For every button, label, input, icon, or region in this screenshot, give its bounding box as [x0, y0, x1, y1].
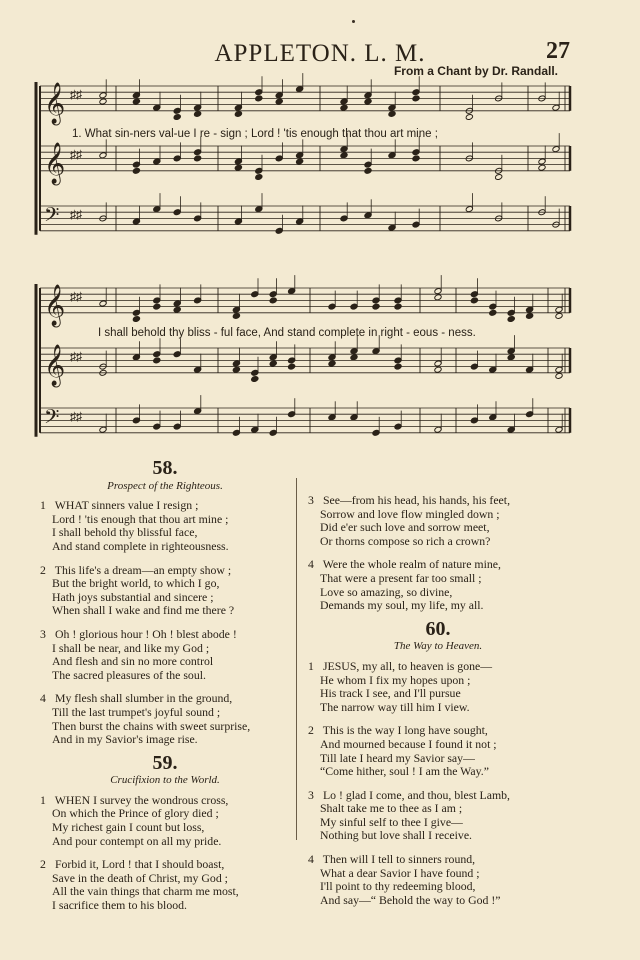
music-score [0, 0, 640, 470]
verse-line: And stand complete in righteousness. [52, 538, 229, 553]
verse-number: 3 [40, 626, 46, 641]
note-head [555, 372, 563, 379]
page-number: 27 [546, 38, 570, 64]
hymn-58-text [40, 499, 290, 747]
note-head [507, 354, 515, 361]
verse-line: Lord ! 'tis enough that thou art mine ; [52, 511, 229, 526]
treble-clef-icon: 𝄞 [44, 284, 66, 326]
stanza [308, 660, 568, 714]
verse-line [40, 794, 290, 808]
verse-line: I'll point to thy redeeming blood, [320, 879, 476, 894]
note-head [173, 114, 181, 121]
note-head [173, 306, 181, 313]
verse-line: Shalt take me to thee as I am ; [320, 801, 463, 816]
bass-clef-icon: 𝄢 [44, 404, 60, 433]
note-head [234, 110, 242, 117]
verse-number: 4 [308, 557, 314, 572]
note-head [328, 360, 336, 367]
verse-text: JESUS, my all, to heaven is gone— [320, 658, 493, 673]
hymn-title-60: The Way to Heaven. [393, 640, 483, 653]
verse-line: I sacrifice them to his blood. [52, 898, 187, 913]
hymn-58-continued [308, 494, 568, 613]
note-head [153, 303, 161, 310]
treble-clef-icon: 𝄞 [44, 142, 66, 184]
note-head [153, 357, 161, 364]
verse-line: Nothing but love shall I receive. [320, 828, 473, 843]
verse-line [308, 558, 568, 572]
verse-line: Save in the death of Christ, my God ; [52, 870, 228, 885]
verse-line: Sorrow and love flow mingled down ; [320, 506, 500, 521]
verse-number: 2 [308, 723, 314, 738]
note-head [555, 312, 563, 319]
verse-text: This is the way I long have sought, [320, 723, 488, 738]
hymn-title-58: Prospect of the Righteous. [107, 479, 223, 492]
hymn-60-text [308, 660, 568, 908]
sharp-icon: ♯♯ [70, 289, 82, 304]
note-head [340, 104, 348, 111]
note-head [388, 110, 396, 117]
verse-line: Till the last trumpet's joyful sound ; [52, 704, 221, 719]
left-column [40, 457, 290, 923]
note-head [489, 309, 497, 316]
verse-line: What a dear Savior I have found ; [320, 865, 480, 880]
note-head [288, 363, 296, 370]
treble-clef-icon: 𝄞 [44, 344, 66, 386]
verse-line [40, 692, 290, 706]
note-head [434, 366, 442, 373]
note-head [364, 98, 372, 105]
verse-line: I shall behold thy blissful face, [52, 525, 198, 540]
verse-line: And mourned because I found it not ; [320, 736, 497, 751]
note-head [526, 312, 534, 319]
verse-line: Hath joys substantial and sincere ; [52, 589, 214, 604]
note-head [194, 155, 202, 162]
stanza [40, 858, 290, 912]
note-head [495, 174, 503, 181]
hymn-number-59: 59. [152, 751, 178, 774]
note-head [296, 158, 304, 165]
stanza [40, 794, 290, 848]
verse-line [40, 499, 290, 513]
verse-line: Till late I heard my Savior say— [320, 750, 475, 765]
verse-line: Then burst the chains with sweet surprise, [52, 718, 251, 733]
verse-line [40, 628, 290, 642]
verse-text: Oh ! glorious hour ! Oh ! blest abode ! [52, 626, 237, 641]
note-head [234, 164, 242, 171]
stanza [40, 628, 290, 682]
right-column [308, 494, 568, 917]
stanza [308, 789, 568, 843]
verse-line: My sinful self to thee I give— [320, 814, 463, 829]
hymn-59-text [40, 794, 290, 913]
note-head [394, 303, 402, 310]
note-head [350, 354, 358, 361]
verse-line: On which the Prince of glory died ; [52, 806, 219, 821]
verse-line: The sacred pleasures of the soul. [52, 667, 206, 682]
verse-number: 3 [308, 787, 314, 802]
note-head [394, 363, 402, 370]
verse-text: This life's a dream—an empty show ; [52, 562, 232, 577]
note-head [412, 95, 420, 102]
verse-line: He whom I fix my hopes upon ; [320, 672, 471, 687]
verse-line: Demands my soul, my life, my all. [320, 598, 484, 613]
verse-line: That were a present far too small ; [320, 570, 482, 585]
tune-credit: From a Chant by Dr. Randall. [393, 64, 558, 78]
verse-line: All the vain things that charm me most, [52, 884, 239, 899]
verse-text: My flesh shall slumber in the ground, [52, 691, 233, 706]
verse-number: 2 [40, 857, 46, 872]
sharp-icon: ♯♯ [70, 147, 82, 162]
verse-line: And in my Savior's image rise. [52, 732, 198, 747]
stanza [40, 692, 290, 746]
note-head [340, 152, 348, 159]
note-head [255, 174, 263, 181]
lyric-line-1: 1. What sin-ners val-ue I re - sign ; Lord ! 'tis enough that thou art mine ; [72, 128, 438, 140]
verse-line [40, 858, 290, 872]
verse-text: Were the whole realm of nature mine, [320, 557, 501, 572]
verse-line [308, 494, 568, 508]
verse-number: 1 [40, 792, 46, 807]
verse-number: 2 [40, 562, 46, 577]
verse-number: 4 [40, 691, 46, 706]
verse-line: Or thorns compose so rich a crown? [320, 533, 491, 548]
verse-line: Did e'er such love and sorrow meet, [320, 520, 490, 535]
verse-number: 1 [308, 658, 314, 673]
note-head [269, 360, 277, 367]
sharp-icon: ♯♯ [70, 349, 82, 364]
note-head [99, 98, 107, 105]
verse-number: 4 [308, 852, 314, 867]
note-head [412, 155, 420, 162]
verse-line: When shall I wake and find me there ? [52, 603, 235, 618]
note-head [132, 316, 140, 323]
verse-line: My richest gain I count but loss, [52, 820, 205, 835]
sharp-icon: ♯♯ [70, 409, 82, 424]
note-head [232, 366, 240, 373]
verse-line: Love so amazing, so divine, [320, 584, 453, 599]
note-head [364, 167, 372, 174]
verse-line [308, 789, 568, 803]
verse-text: Forbid it, Lord ! that I should boast, [52, 857, 225, 872]
note-head [132, 98, 140, 105]
verse-line: I shall be near, and like my God ; [52, 640, 210, 655]
bass-clef-icon: 𝄢 [44, 202, 60, 231]
verse-text: WHAT sinners value I resign ; [52, 498, 199, 513]
note-head [275, 98, 283, 105]
verse-number: 1 [40, 498, 46, 513]
verse-text: WHEN I survey the wondrous cross, [52, 792, 229, 807]
verse-line: And say—“ Behold the way to God !” [320, 892, 501, 907]
note-head [194, 110, 202, 117]
verse-line [308, 660, 568, 674]
note-head [538, 164, 546, 171]
note-head [434, 294, 442, 301]
verse-line: And flesh and sin no more control [52, 654, 214, 669]
verse-text: See—from his head, his hands, his feet, [320, 493, 511, 507]
verse-line: The narrow way till him I view. [320, 699, 470, 714]
verse-line: “Come hither, soul ! I am the Way.” [320, 764, 489, 779]
note-head [470, 297, 478, 304]
stanza [40, 564, 290, 618]
hymn-title-59: Crucifixion to the World. [110, 774, 220, 787]
hymn-number-60: 60. [425, 617, 451, 640]
stanza [40, 499, 290, 553]
verse-line: And pour contempt on all my pride. [52, 833, 222, 848]
note-head [232, 312, 240, 319]
verse-text: Lo ! glad I come, and thou, blest Lamb, [320, 787, 511, 802]
note-head [132, 167, 140, 174]
verse-line: But the bright world, to which I go, [52, 576, 220, 591]
sharp-icon: ♯♯ [70, 87, 82, 102]
verse-line [40, 564, 290, 578]
verse-line: His track I see, and I'll pursue [320, 686, 461, 701]
note-head [269, 297, 277, 304]
stanza [308, 853, 568, 907]
treble-clef-icon: 𝄞 [44, 82, 66, 124]
tune-title: APPLETON. L. M. [214, 40, 426, 67]
verse-text: Then will I tell to sinners round, [320, 852, 476, 867]
sharp-icon: ♯♯ [70, 207, 82, 222]
hymn-number-58: 58. [152, 457, 178, 479]
verse-number: 3 [308, 493, 314, 507]
stanza [308, 558, 568, 612]
stanza [308, 494, 568, 548]
verse-line [308, 724, 568, 738]
stanza [308, 724, 568, 778]
note-head [251, 376, 259, 383]
verse-line [308, 853, 568, 867]
note-head [507, 316, 515, 323]
lyric-line-2: I shall behold thy bliss - ful face, And stand complete in right - eous - ness. [98, 327, 476, 339]
note-head [255, 95, 263, 102]
note-head [372, 303, 380, 310]
column-divider [296, 478, 297, 840]
note-head [465, 114, 473, 121]
